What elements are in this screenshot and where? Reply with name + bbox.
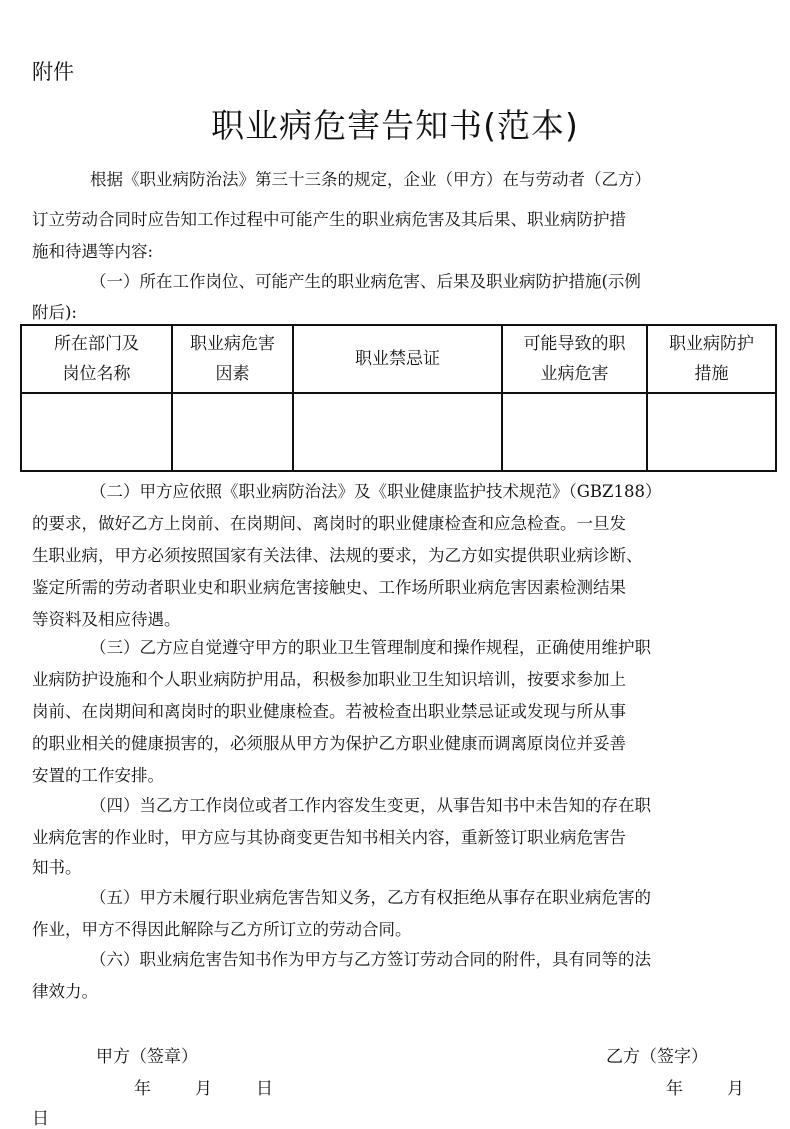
section-2-line-3: 生职业病，甲方必须按照国家有关法律、法规的要求，为乙方如实提供职业病诊断、 bbox=[32, 546, 643, 565]
header-department-position: 所在部门及 岗位名称 bbox=[21, 325, 172, 393]
table-cell bbox=[21, 393, 172, 471]
document-title: 职业病危害告知书(范本) bbox=[211, 106, 579, 145]
section-4-line-1: （四）当乙方工作岗位或者工作内容发生变更，从事告知书中未告知的存在职 bbox=[90, 796, 651, 815]
party-a-date-day: 日 bbox=[256, 1079, 273, 1099]
section-5-line-1: （五）甲方未履行职业病危害告知义务，乙方有权拒绝从事存在职业病危害的 bbox=[90, 888, 651, 907]
section-3-line-5: 安置的工作安排。 bbox=[32, 766, 164, 785]
section-1-line-1: （一）所在工作岗位、可能产生的职业病危害、后果及职业病防护措施(示例 bbox=[90, 272, 641, 291]
section-5-line-2: 作业，甲方不得因此解除与乙方所订立的劳动合同。 bbox=[32, 920, 412, 939]
party-a-signature-label: 甲方（签章） bbox=[96, 1047, 198, 1067]
section-1-line-2: 附后): bbox=[32, 303, 77, 322]
hazard-table bbox=[20, 324, 777, 472]
table-cell bbox=[502, 393, 647, 471]
table-cell bbox=[172, 393, 293, 471]
party-b-signature-label: 乙方（签字） bbox=[606, 1047, 708, 1067]
table-cell bbox=[293, 393, 502, 471]
attachment-label: 附件 bbox=[32, 60, 74, 84]
header-hazard-factors: 职业病危害 因素 bbox=[172, 325, 293, 393]
intro-line-1: 根据《职业病防治法》第三十三条的规定，企业（甲方）在与劳动者（乙方） bbox=[90, 170, 651, 189]
section-2-line-2: 的要求，做好乙方上岗前、在岗期间、离岗时的职业健康检查和应急检查。一旦发 bbox=[32, 514, 626, 533]
header-protection-measures: 职业病防护 措施 bbox=[647, 325, 776, 393]
section-6-line-1: （六）职业病危害告知书作为甲方与乙方签订劳动合同的附件，具有同等的法 bbox=[90, 950, 651, 969]
party-a-date-month: 月 bbox=[195, 1079, 212, 1099]
section-2-line-5: 等资料及相应待遇。 bbox=[32, 610, 181, 629]
section-3-line-2: 业病防护设施和个人职业病防护用品，积极参加职业卫生知识培训，按要求参加上 bbox=[32, 670, 626, 689]
intro-line-3: 施和待遇等内容: bbox=[32, 242, 154, 261]
section-6-line-2: 律效力。 bbox=[32, 982, 98, 1001]
party-b-date-day: 日 bbox=[32, 1109, 49, 1129]
header-contraindications: 职业禁忌证 bbox=[293, 325, 502, 393]
table-header-row bbox=[21, 325, 776, 393]
section-3-line-1: （三）乙方应自觉遵守甲方的职业卫生管理制度和操作规程，正确使用维护职 bbox=[90, 638, 651, 657]
intro-line-2: 订立劳动合同时应告知工作过程中可能产生的职业病危害及其后果、职业病防护措 bbox=[32, 210, 626, 229]
header-possible-harm: 可能导致的职 业病危害 bbox=[502, 325, 647, 393]
section-4-line-2: 业病危害的作业时，甲方应与其协商变更告知书相关内容，重新签订职业病危害告 bbox=[32, 828, 626, 847]
party-b-date-month: 月 bbox=[727, 1079, 744, 1099]
section-4-line-3: 知书。 bbox=[32, 858, 82, 877]
party-b-date-year: 年 bbox=[666, 1079, 683, 1099]
table-row bbox=[21, 393, 776, 471]
section-3-line-3: 岗前、在岗期间和离岗时的职业健康检查。若被检查出职业禁忌证或发现与所从事 bbox=[32, 702, 626, 721]
section-2-line-4: 鉴定所需的劳动者职业史和职业病危害接触史、工作场所职业病危害因素检测结果 bbox=[32, 578, 626, 597]
section-3-line-4: 的职业相关的健康损害的，必须服从甲方为保护乙方职业健康而调离原岗位并妥善 bbox=[32, 734, 626, 753]
party-a-date-year: 年 bbox=[134, 1079, 151, 1099]
section-2-line-1: （二）甲方应依照《职业病防治法》及《职业健康监护技术规范》（GBZ188） bbox=[90, 482, 662, 501]
table-cell bbox=[647, 393, 776, 471]
